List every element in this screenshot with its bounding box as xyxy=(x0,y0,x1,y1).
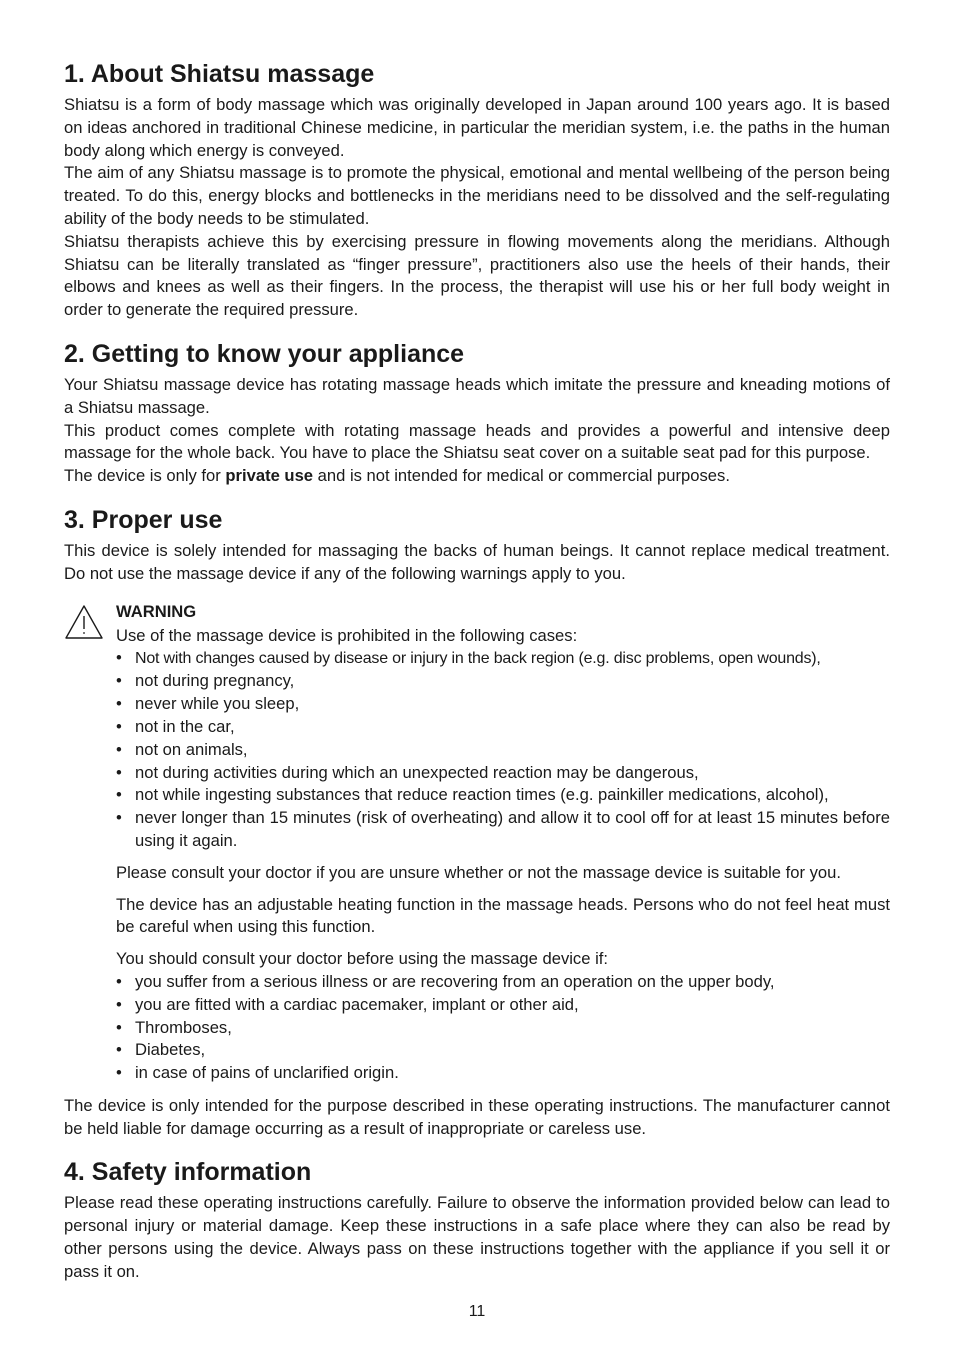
paragraph: This product comes complete with rotating massage heads and provides a powerful and intensive deep massage for the whole back. You have to place the Shiatsu seat cover on a suitable seat pad for this purpose. xyxy=(64,420,890,463)
list-item-text: not in the car, xyxy=(135,716,235,736)
bullet: • xyxy=(116,647,122,667)
list-item xyxy=(116,670,890,693)
paragraph: The aim of any Shiatsu massage is to promote the physical, emotional and mental wellbeing of the person being treated. To do this, energy blocks and bottlenecks in the meridians need to be dissolved and the self-regulating ability of the body needs to be stimulated. xyxy=(64,163,890,228)
text-run: and is not intended for medical or commercial purposes. xyxy=(313,466,730,486)
bullet: • xyxy=(116,808,122,828)
list-item-text: you suffer from a serious illness or are recovering from an operation on the upper body, xyxy=(135,971,775,991)
bullet: • xyxy=(116,971,122,991)
bullet: • xyxy=(116,694,122,714)
list-item-text: not while ingesting substances that reduce reaction times (e.g. painkiller medications, alcohol), xyxy=(135,785,829,805)
paragraph: Please read these operating instructions carefully. Failure to observe the information provided below can lead to personal injury or material damage. Keep these instructions in a safe place where they can also be read by other persons using the device. Always pass on these instructions together with the appliance if you sell it or pass it on. xyxy=(64,1193,890,1281)
bullet: • xyxy=(116,739,122,759)
list-item xyxy=(116,762,890,785)
list-item-text: not on animals, xyxy=(135,739,248,759)
page-number: 11 xyxy=(468,1303,486,1320)
paragraph: Your Shiatsu massage device has rotating massage heads which imitate the pressure and kneading motions of a Shiatsu massage. xyxy=(64,374,890,417)
paragraph: Shiatsu is a form of body massage which was originally developed in Japan around 100 years ago. It is based on ideas anchored in traditional Chinese medicine, in particular the meridian system, i.e. the paths in the human body along which energy is conveyed. xyxy=(64,95,890,160)
list-item-text: not during activities during which an unexpected reaction may be dangerous, xyxy=(135,762,699,782)
bullet: • xyxy=(116,1017,122,1037)
conditions-list xyxy=(116,971,890,1085)
list-item xyxy=(116,716,890,739)
list-item xyxy=(116,807,890,853)
list-item xyxy=(116,739,890,762)
text-run: The device is only for xyxy=(64,466,226,486)
section-heading: 2. Getting to know your appliance xyxy=(64,339,465,368)
paragraph xyxy=(64,465,890,488)
private-use-emphasis: private use xyxy=(225,466,314,486)
list-item-text: Diabetes, xyxy=(135,1040,206,1060)
paragraph: The device has an adjustable heating function in the massage heads. Persons who do not feel heat must be careful when using this function. xyxy=(116,894,890,937)
page-content xyxy=(64,58,890,1300)
list-item xyxy=(116,971,890,994)
section-safety-information xyxy=(64,1156,890,1283)
list-item xyxy=(116,784,890,807)
section-heading: 1. About Shiatsu massage xyxy=(64,60,375,88)
section-getting-to-know xyxy=(64,338,890,488)
bullet: • xyxy=(116,785,122,805)
warning-title: WARNING xyxy=(116,601,197,621)
bullet: • xyxy=(116,671,122,691)
paragraph: You should consult your doctor before using the massage device if: xyxy=(116,949,608,969)
section-heading: 4. Safety information xyxy=(64,1158,312,1187)
paragraph: Please consult your doctor if you are unsure whether or not the massage device is suitable for you. xyxy=(116,862,841,882)
bullet: • xyxy=(116,1040,122,1060)
list-item xyxy=(116,1062,890,1085)
list-item xyxy=(116,1039,890,1062)
bullet: • xyxy=(116,1063,122,1083)
bullet: • xyxy=(116,994,122,1014)
section-proper-use xyxy=(64,504,890,1141)
warning-subtitle: Use of the massage device is prohibited in the following cases: xyxy=(116,625,578,645)
section-heading: 3. Proper use xyxy=(64,505,223,534)
list-item-text: you are fitted with a cardiac pacemaker, implant or other aid, xyxy=(135,994,579,1014)
list-item xyxy=(116,693,890,716)
warning-triangle-icon xyxy=(64,604,104,640)
list-item-text: Thromboses, xyxy=(135,1017,232,1037)
list-item-text: not during pregnancy, xyxy=(135,671,295,691)
list-item-text: never while you sleep, xyxy=(135,694,300,714)
list-item xyxy=(116,1017,890,1040)
paragraph: This device is solely intended for massaging the backs of human beings. It cannot replace medical treatment. Do not use the massage device if any of the following warnings apply to you. xyxy=(64,540,890,583)
paragraph: Shiatsu therapists achieve this by exercising pressure in flowing movements along the meridians. Although Shiatsu can be literally translated as “finger pressure”, practitioners also use the heels of their hands, their elbows and knees as well as their fingers. In the process, the therapist will use his or her full body weight in order to generate the required pressure. xyxy=(64,231,890,320)
list-item xyxy=(116,647,890,671)
section-about-shiatsu xyxy=(64,58,890,322)
bullet: • xyxy=(116,716,122,736)
list-item xyxy=(116,994,890,1017)
list-item-text: in case of pains of unclarified origin. xyxy=(135,1063,399,1083)
list-item-text: Not with changes caused by disease or injury in the back region (e.g. disc problems, open wounds), xyxy=(135,649,821,667)
warning-block xyxy=(64,600,890,1085)
paragraph: The device is only intended for the purpose described in these operating instructions. The manufacturer cannot be held liable for damage occurring as a result of inappropriate or careless use. xyxy=(64,1095,890,1138)
list-item-text: never longer than 15 minutes (risk of overheating) and allow it to cool off for at least 15 minutes before using it again. xyxy=(135,808,890,850)
prohibited-list xyxy=(116,647,890,853)
bullet: • xyxy=(116,762,122,782)
